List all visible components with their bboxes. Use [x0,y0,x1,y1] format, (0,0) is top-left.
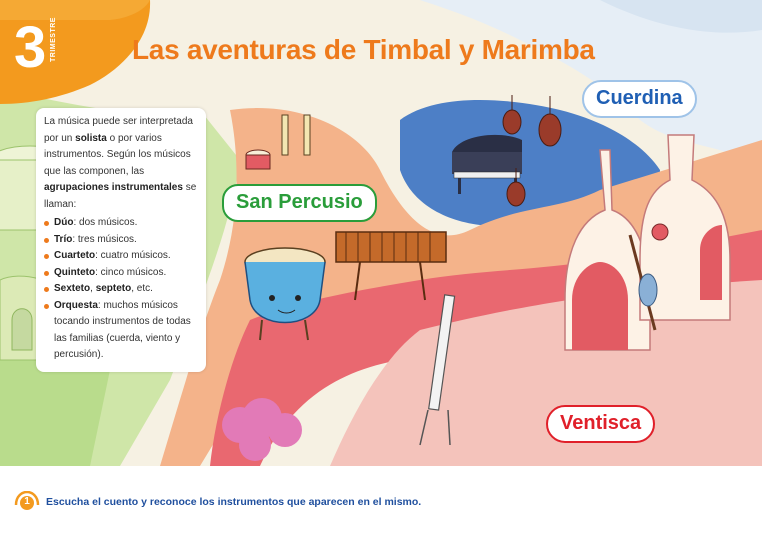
bold-term: Orquesta [54,299,98,311]
page-title: Las aventuras de Timbal y Marimba [132,34,595,65]
unit-number: 3 [14,15,47,80]
info-intro [44,114,198,213]
text-run: : dos músicos. [73,217,138,228]
bold-term: Cuarteto [54,250,96,261]
label-san-percusio: San Percusio [222,184,377,222]
ensemble-item [44,232,198,249]
ensemble-item [44,215,198,232]
text-run: , [90,283,96,294]
label-ventisca: Ventisca [546,405,655,443]
text-run: , etc. [131,283,153,294]
activity-number: 1 [24,496,30,507]
text-run: : cinco músicos. [95,266,167,278]
ensemble-list [44,215,198,364]
unit-badge [0,0,150,104]
label-cuerdina: Cuerdina [582,80,697,118]
activity-instruction: Escucha el cuento y reconoce los instrumentos que aparecen en el mismo. [46,496,422,508]
text-run: o por varios instrumentos. Según los músicos que las componen, las [44,132,191,177]
text-run: se llaman: [44,182,197,210]
ensemble-item [44,265,198,282]
text-run: : cuatro músicos. [95,250,171,261]
text-run: : muchos músicos tocando instrumentos de todas las familias (cuerda, viento y percusión). [54,299,191,360]
bold-term: Dúo [54,217,74,228]
bold-term: Trío [54,233,73,245]
ensemble-item [44,281,198,298]
text-run: : tres músicos. [72,233,137,245]
bold-term: agrupaciones instrumentales [44,182,183,193]
info-box [36,108,206,372]
ensemble-item [44,298,198,364]
bold-term: Sexteto [54,283,91,294]
unit-label: TRIMESTRE [50,17,57,62]
bold-term: septeto [95,283,132,294]
text-run: La música puede ser interpretada por un [44,116,193,144]
bold-term: solista [75,132,107,144]
bold-term: Quinteto [54,266,96,278]
ensemble-item [44,248,198,265]
